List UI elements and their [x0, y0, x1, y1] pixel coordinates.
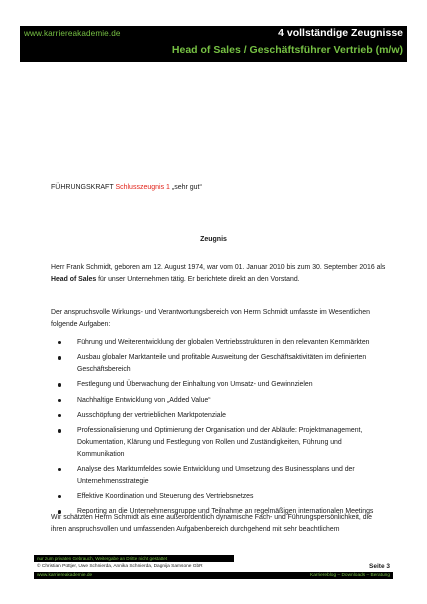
list-item: Reporting an die Unternehmensgruppe und Teilnahme an regelmäßigen internationalen Meetings	[51, 506, 391, 518]
list-item: Nachhaltige Entwicklung von „Added Value“	[51, 395, 391, 407]
list-item: Ausschöpfung der vertrieblichen Marktpotenziale	[51, 410, 391, 422]
footer-bottom-bar	[34, 572, 393, 579]
list-item: Führung und Weiterentwicklung der globalen Vertriebsstrukturen in den relevanten Kernmärkten	[51, 337, 391, 349]
footer-notice-bar	[34, 555, 234, 562]
paragraph-assessment: Wir schätzten Herrn Schmidt als eine außerordentlich dynamische Fach- und Führungspersönlichkeit, die ihren anspruchsvollen und umfassenden Aufgabenbereich durchgehend mit sehr beachtlichem	[51, 514, 372, 533]
list-item: Analyse des Marktumfeldes sowie Entwicklung und Umsetzung des Businessplans und der Unternehmensstrategie	[51, 464, 391, 487]
paragraph-employment-text-a: Herr Frank Schmidt, geboren am 12. August 1974, war vom 01. Januar 2010 bis zum 30. September 2016 als	[51, 264, 386, 271]
document-title: Zeugnis	[200, 236, 227, 243]
task-list	[51, 337, 391, 521]
header-title-line1: 4 vollständige Zeugnisse	[278, 27, 403, 39]
header-site-link[interactable]: www.karriereakademie.de	[24, 29, 121, 38]
paragraph-employment-text-b: für unser Unternehmen tätig. Er berichtete direkt an den Vorstand.	[96, 275, 300, 283]
certificate-grade: „sehr gut“	[169, 184, 202, 191]
header-title-line2: Head of Sales / Geschäftsführer Vertrieb (m/w)	[171, 44, 403, 56]
page-footer	[34, 555, 393, 579]
list-item: Ausbau globaler Marktanteile und profitable Ausweitung der Geschäftsaktivitäten im definierten Geschäftsbereich	[51, 352, 391, 375]
footer-notice: nur zum privaten Gebrauch, Weitergabe an Dritte nicht gestattet	[37, 556, 168, 561]
list-item: Professionalisierung und Optimierung der Organisation und der Abläufe: Projektmanagement, Dokumentation, Klärung und Festlegung von Rollen und Zuständigkeiten, Führung und Kommunikation	[51, 425, 391, 460]
page-header	[20, 26, 407, 62]
paragraph-employment-role: Head of Sales	[51, 275, 97, 283]
certificate-category: FÜHRUNGSKRAFT	[51, 184, 116, 191]
certificate-heading	[51, 184, 202, 191]
list-item: Effektive Koordination und Steuerung des Vertriebsnetzes	[51, 491, 391, 503]
paragraph-employment	[51, 262, 386, 286]
paragraph-responsibilities: Der anspruchsvolle Wirkungs- und Verantwortungsbereich von Herrn Schmidt umfasste im Wesentlichen folgende Aufgaben:	[51, 309, 370, 328]
footer-breadcrumb[interactable]: Karriereblog – Downloads – Beratung	[310, 573, 390, 578]
page-number: Seite 3	[369, 563, 390, 570]
footer-copyright: © Christian Püttjer, Uwe Schnierda, Annika Schnierda, Dagnija Samsone GbR	[37, 564, 203, 569]
list-item: Festlegung und Überwachung der Einhaltung von Umsatz- und Gewinnzielen	[51, 379, 391, 391]
certificate-type: Schlusszeugnis 1	[115, 184, 170, 191]
footer-site-link[interactable]: www.karriereakademie.de	[37, 573, 93, 578]
